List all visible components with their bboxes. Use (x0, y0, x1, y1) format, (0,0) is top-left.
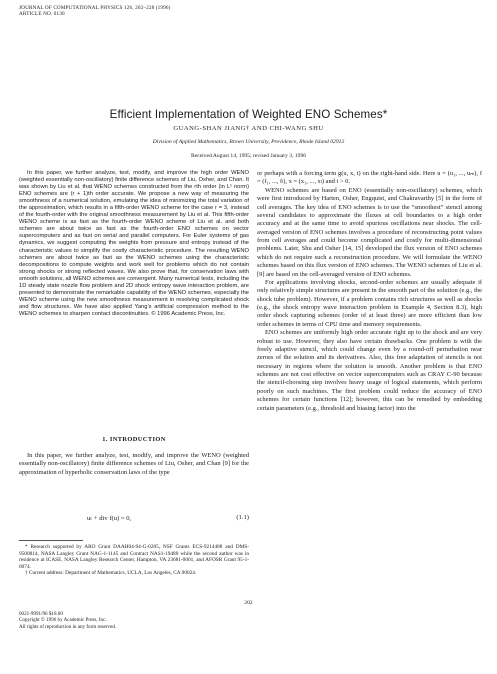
right-paragraph: ENO schemes are uniformly high order accurate right up to the shock and are very robust to use. However, they also have certain drawbacks. One problem is with the freely adaptive stencil, which could change even by a round-off perturbation near zeroes of the solution and its derivatives. Also, this free adaptation of stencils is not necessary in regions where the solution is smooth. Another problem is that ENO schemes are not cost effective on vector supercomputers such as CRAY C-90 because the stencil-choosing step involves heavy usage of logical statements, which perform poorly on such machines. The first problem could reduce the accuracy of ENO schemes for certain functions [12]; however, this can be remedied by embedding certain parameters (e.g., threshold and biasing factor) into the (257, 329, 482, 412)
paper-authors: GUANG-SHAN JIANG† AND CHI-WANG SHU (173, 125, 324, 132)
journal-citation: JOURNAL OF COMPUTATIONAL PHYSICS 126, 202–228 (1996) (19, 5, 171, 11)
imprint-copyright: Copyright © 1996 by Academic Press, Inc. (19, 617, 107, 624)
received-dates: Received August 14, 1995; revised January 3, 1996 (190, 153, 307, 159)
imprint-rights: All rights of reproduction in any form reserved. (19, 623, 117, 630)
right-paragraph: or perhaps with a forcing term g(u, x, t) on the right-hand side. Here u = (u₁, ..., uₘ), f = (f₁, ..., fₗ), x = (x₁, ..., xₗ) and t > 0. (257, 170, 482, 186)
equation-1-1 (19, 514, 249, 524)
equation-text: uₜ + div f(u) = 0, (87, 515, 132, 522)
copyright-imprint (19, 611, 116, 630)
author-affiliation: Division of Applied Mathematics, Brown University, Providence, Rhode Island 02912 (152, 139, 345, 145)
footnote-funding: * Research supported by ARO Grant DAAH04-94-G-0205, NSF Grants ECS-9214488 and DMS-9500814, NASA Langley Grant NAG-1-1145 and Contract NAS1-19480 while the second author was in residence at ICASE, NASA Langley Research Center, Hampton, VA 23681-0001, and AFOSR Grant 95-1-0074. (19, 544, 249, 570)
article-number: ARTICLE NO. 0130 (19, 11, 65, 18)
paper-title: Efficient Implementation of Weighted ENO Schemes* (109, 108, 388, 121)
footnotes (19, 544, 249, 577)
right-column (257, 170, 482, 413)
section-heading: 1. INTRODUCTION (102, 436, 166, 443)
intro-paragraph: In this paper, we further analyze, test, modify, and improve the WENO (weighted essentially non-oscillatory) finite difference schemes of Liu, Osher, and Chan [9] for the approximation of hyperbolic conservation laws of the type (19, 452, 249, 476)
right-paragraph: WENO schemes are based on ENO (essentially non-oscillatory) schemes, which were first introduced by Harten, Osher, Engquist, and Chakravarthy [5] in the form of cell averages. The key idea of ENO schemes is to use the “smoothest” stencil among several candidates to approximate the fluxes at cell boundaries to a high order accuracy and at the same time to avoid spurious oscillations near shocks. The cell-averaged version of ENO schemes involves a procedure of reconstructing point values from cell averages and could become complicated and costly for multi-dimensional problems. Later, Shu and Osher [14, 15] developed the flux version of ENO schemes which do not require such a reconstruction procedure. We will formulate the WENO schemes based on this flux version of ENO schemes. The WENO schemes of Liu et al. [9] are based on the cell-averaged version of ENO schemes. (257, 186, 482, 278)
page-number: 202 (244, 600, 253, 606)
footnote-address: † Current address: Department of Mathematics, UCLA, Los Angeles, CA 90024. (25, 570, 197, 577)
right-paragraph: For applications involving shocks, second-order schemes are usually adequate if only relatively simple structures are present in the smooth part of the solution (e.g., the shock tube problem). However, if a problem contains rich structures as well as shocks (e.g., the shock entropy wave interaction problem in Example 4, Section 8.3), high order shock capturing schemes (order of at least three) are more efficient than low order schemes in terms of CPU time and memory requirements. (257, 278, 482, 328)
imprint-price: 0021-9991/96 $18.00 (19, 611, 63, 617)
journal-header (19, 5, 171, 18)
equation-number: (1.1) (236, 514, 249, 521)
abstract: In this paper, we further analyze, test, modify, and improve the high order WENO (weighted essentially non-oscillatory) finite difference schemes of Liu, Osher, and Chan. It was shown by Liu et al. that WENO schemes constructed from the rth order (in L¹ norm) ENO schemes are (r + 1)th order accurate. We propose a new way of measuring the smoothness of a numerical solution, emulating the idea of minimizing the total variation of the approximation, which results in a fifth-order WENO scheme for the case r = 3, instead of the fourth-order with the original smoothness measurement by Liu et al. This fifth-order WENO scheme is as fast as the fourth-order WENO scheme of Liu et al. and both schemes are about twice as fast as the fourth-order ENO schemes on vector supercomputers and as fast on serial and parallel computers. For Euler systems of gas dynamics, we suggest computing the weights from pressure and entropy instead of the characteristic values to simplify the costly characteristic procedure. The resulting WENO schemes are about twice as fast as the WENO schemes using the characteristic decompositions to compute weights and work well for problems which do not contain strong shocks or strong reflected waves. We also prove that, for conservation laws with smooth solutions, all WENO schemes are convergent. Many numerical tests, including the 1D steady state nozzle flow problem and 2D shock entropy wave interaction problem, are presented to demonstrate the remarkable capability of the WENO schemes, especially the WENO scheme using the new smoothness measurement in resolving complicated shock and flow structures. We have also applied Yang’s artificial compression method to the WENO schemes to sharpen contact discontinuities. © 1996 Academic Press, Inc. (19, 170, 249, 317)
footnote-rule (19, 540, 83, 541)
